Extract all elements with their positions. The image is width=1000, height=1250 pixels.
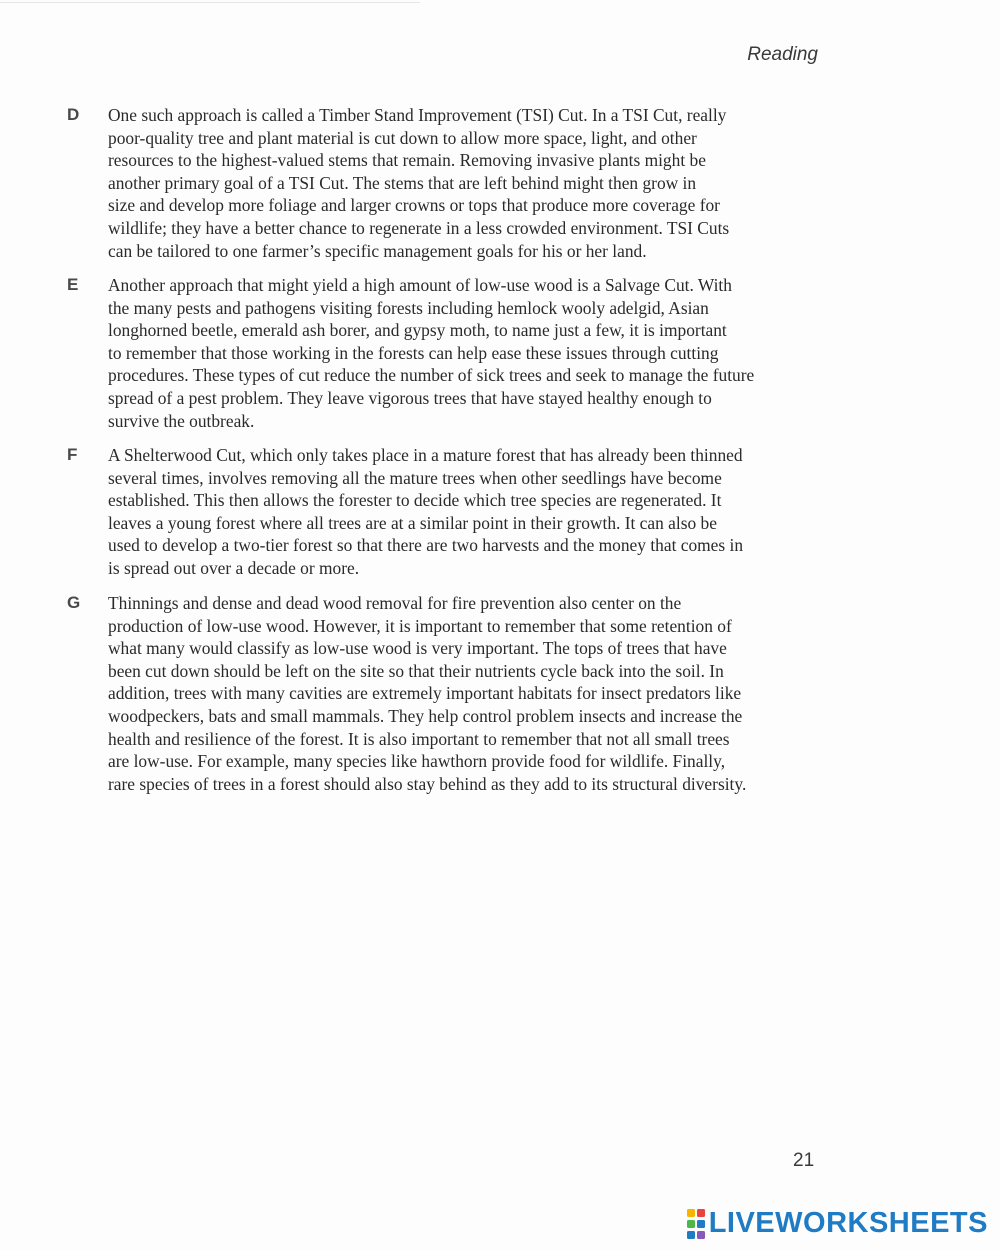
paragraph-text	[108, 104, 820, 262]
text-line: Thinnings and dense and dead wood removal for fire prevention also center on the	[108, 593, 682, 613]
text-line: used to develop a two-tier forest so that there are two harvests and the money that comes in	[108, 535, 744, 556]
text-line: to remember that those working in the forests can help ease these issues through cutting	[108, 342, 719, 363]
paragraph-letter: F	[67, 445, 78, 464]
text-line: woodpeckers, bats and small mammals. They help control problem insects and increase the	[108, 705, 743, 726]
text-line: One such approach is called a Timber Stand Improvement (TSI) Cut. In a TSI Cut, really	[108, 105, 727, 125]
text-line: is spread out over a decade or more.	[108, 557, 360, 578]
text-line: survive the outbreak.	[108, 410, 255, 431]
paragraph-letter: D	[67, 105, 80, 124]
text-line: spread of a pest problem. They leave vigorous trees that have stayed healthy enough to	[108, 387, 712, 408]
text-line: addition, trees with many cavities are extremely important habitats for insect predators like	[108, 683, 742, 704]
liveworksheets-watermark[interactable]	[687, 1207, 988, 1240]
scan-artifact-line	[0, 2, 420, 3]
text-line: A Shelterwood Cut, which only takes place in a mature forest that has already been thinned	[108, 445, 743, 465]
section-header: Reading	[747, 44, 818, 65]
text-line: several times, involves removing all the mature trees when other seedlings have become	[108, 467, 722, 488]
text-line: production of low-use wood. However, it is important to remember that some retention of	[108, 615, 732, 636]
paragraph-letter: E	[67, 275, 79, 294]
watermark-text: LIVEWORKSHEETS	[708, 1207, 988, 1239]
text-line: the many pests and pathogens visiting forests including hemlock wooly adelgid, Asian	[108, 297, 709, 318]
text-line: longhorned beetle, emerald ash borer, and gypsy moth, to name just a few, it is important	[108, 320, 727, 341]
text-line: are low-use. For example, many species like hawthorn provide food for wildlife. Finally,	[108, 751, 726, 772]
text-line: rare species of trees in a forest should also stay behind as they add to its structural diversity.	[108, 773, 747, 794]
text-line: what many would classify as low-use wood is very important. The tops of trees that have	[108, 638, 727, 659]
liveworksheets-logo-icon	[687, 1209, 705, 1239]
paragraph-text	[108, 274, 820, 432]
text-line: can be tailored to one farmer’s specific management goals for his or her land.	[108, 240, 647, 261]
text-line: procedures. These types of cut reduce the number of sick trees and seek to manage the future	[108, 365, 755, 386]
text-line: leaves a young forest where all trees are at a similar point in their growth. It can also be	[108, 512, 717, 533]
text-line: established. This then allows the forester to decide which tree species are regenerated. It	[108, 490, 722, 511]
text-line: wildlife; they have a better chance to regenerate in a less crowded environment. TSI Cuts	[108, 217, 730, 238]
text-line: another primary goal of a TSI Cut. The stems that are left behind might then grow in	[108, 172, 697, 193]
text-line: been cut down should be left on the site so that their nutrients cycle back into the soil. In	[108, 660, 724, 681]
text-line: Another approach that might yield a high amount of low-use wood is a Salvage Cut. With	[108, 275, 732, 295]
paragraph-text	[108, 592, 820, 795]
paragraph-text	[108, 444, 820, 580]
text-line: poor-quality tree and plant material is cut down to allow more space, light, and other	[108, 127, 697, 148]
text-line: resources to the highest-valued stems that remain. Removing invasive plants might be	[108, 150, 706, 171]
paragraph-letter: G	[67, 593, 81, 612]
text-line: size and develop more foliage and larger crowns or tops that produce more coverage for	[108, 195, 720, 216]
page-number: 21	[793, 1150, 815, 1171]
text-line: health and resilience of the forest. It is also important to remember that not all small trees	[108, 728, 730, 749]
